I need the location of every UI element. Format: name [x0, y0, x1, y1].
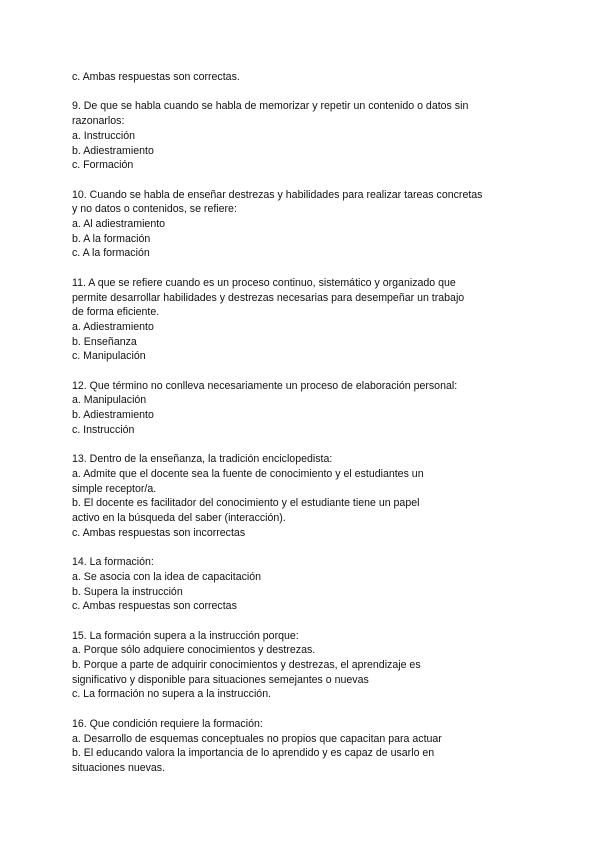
question-13: [72, 452, 542, 540]
option-b: b. El docente es facilitador del conocimiento y el estudiante tiene un papel: [72, 497, 420, 510]
option-a: a. Desarrollo de esquemas conceptuales no propios que capacitan para actuar: [72, 732, 442, 745]
option-c: c. Ambas respuestas son correctas: [72, 600, 237, 613]
option-c: c. Formación: [72, 159, 134, 172]
option-b: b. Enseñanza: [72, 335, 137, 348]
option-a: a. Admite que el docente sea la fuente de conocimiento y el estudiantes un: [72, 467, 424, 480]
option-a-continued: simple receptor/a.: [72, 482, 157, 495]
option-c: c. La formación no supera a la instrucción.: [72, 688, 272, 701]
option-b: b. Porque a parte de adquirir conocimientos y destrezas, el aprendizaje es: [72, 659, 421, 672]
option-b-continued: situaciones nuevas.: [72, 761, 166, 774]
spacer: [72, 364, 542, 379]
question-text: de forma eficiente.: [72, 306, 160, 319]
option-a: a. Instrucción: [72, 129, 136, 142]
question-14: [72, 555, 542, 614]
question-text: 12. Que término no conlleva necesariamente un proceso de elaboración personal:: [72, 379, 458, 392]
option-a: a. Manipulación: [72, 394, 147, 407]
question-15: [72, 629, 542, 703]
option-a: a. Se asocia con la idea de capacitación: [72, 570, 262, 583]
option-c: c. Instrucción: [72, 423, 135, 436]
question-text: permite desarrollar habilidades y destrezas necesarias para desempeñar un trabajo: [72, 291, 465, 304]
option-c: c. A la formación: [72, 247, 150, 260]
option-b-continued: significativo y disponible para situaciones semejantes o nuevas: [72, 673, 369, 686]
option-a: a. Al adiestramiento: [72, 218, 166, 230]
question-9: [72, 99, 542, 173]
intro-line: c. Ambas respuestas son correctas.: [72, 71, 240, 83]
question-text: 9. De que se habla cuando se habla de memorizar y repetir un contenido o datos sin: [72, 100, 469, 113]
question-16: [72, 717, 542, 776]
question-text: 14. La formación:: [72, 556, 154, 569]
spacer: [72, 261, 542, 276]
option-b: b. Adiestramiento: [72, 144, 154, 157]
option-a: a. Adiestramiento: [72, 320, 154, 333]
question-text: 10. Cuando se habla de enseñar destrezas y habilidades para realizar tareas concretas: [72, 188, 483, 201]
spacer: [72, 540, 542, 555]
option-b: b. Adiestramiento: [72, 409, 154, 422]
spacer: [72, 614, 542, 629]
question-text: 11. A que se refiere cuando es un proceso continuo, sistemático y organizado que: [72, 276, 456, 289]
question-text: 15. La formación supera a la instrucción porque:: [72, 629, 299, 642]
quiz-content: [72, 70, 542, 776]
question-text: razonarlos:: [72, 115, 125, 128]
question-11: [72, 276, 542, 364]
spacer: [72, 173, 542, 188]
question-10: [72, 188, 542, 262]
option-a: a. Porque sólo adquiere conocimientos y destrezas.: [72, 644, 316, 657]
question-text: y no datos o contenidos, se refiere:: [72, 203, 237, 216]
spacer: [72, 438, 542, 453]
option-b: b. El educando valora la importancia de lo aprendido y es capaz de usarlo en: [72, 747, 435, 760]
spacer: [72, 702, 542, 717]
option-b: b. Supera la instrucción: [72, 585, 183, 598]
option-c: c. Manipulación: [72, 350, 146, 363]
question-text: 16. Que condición requiere la formación:: [72, 717, 263, 730]
option-b-continued: activo en la búsqueda del saber (interacción).: [72, 512, 286, 525]
option-c: c. Ambas respuestas son incorrectas: [72, 526, 246, 539]
question-12: [72, 379, 542, 438]
option-b: b. A la formación: [72, 232, 151, 245]
spacer: [72, 85, 542, 100]
question-text: 13. Dentro de la enseñanza, la tradición enciclopedista:: [72, 453, 333, 466]
